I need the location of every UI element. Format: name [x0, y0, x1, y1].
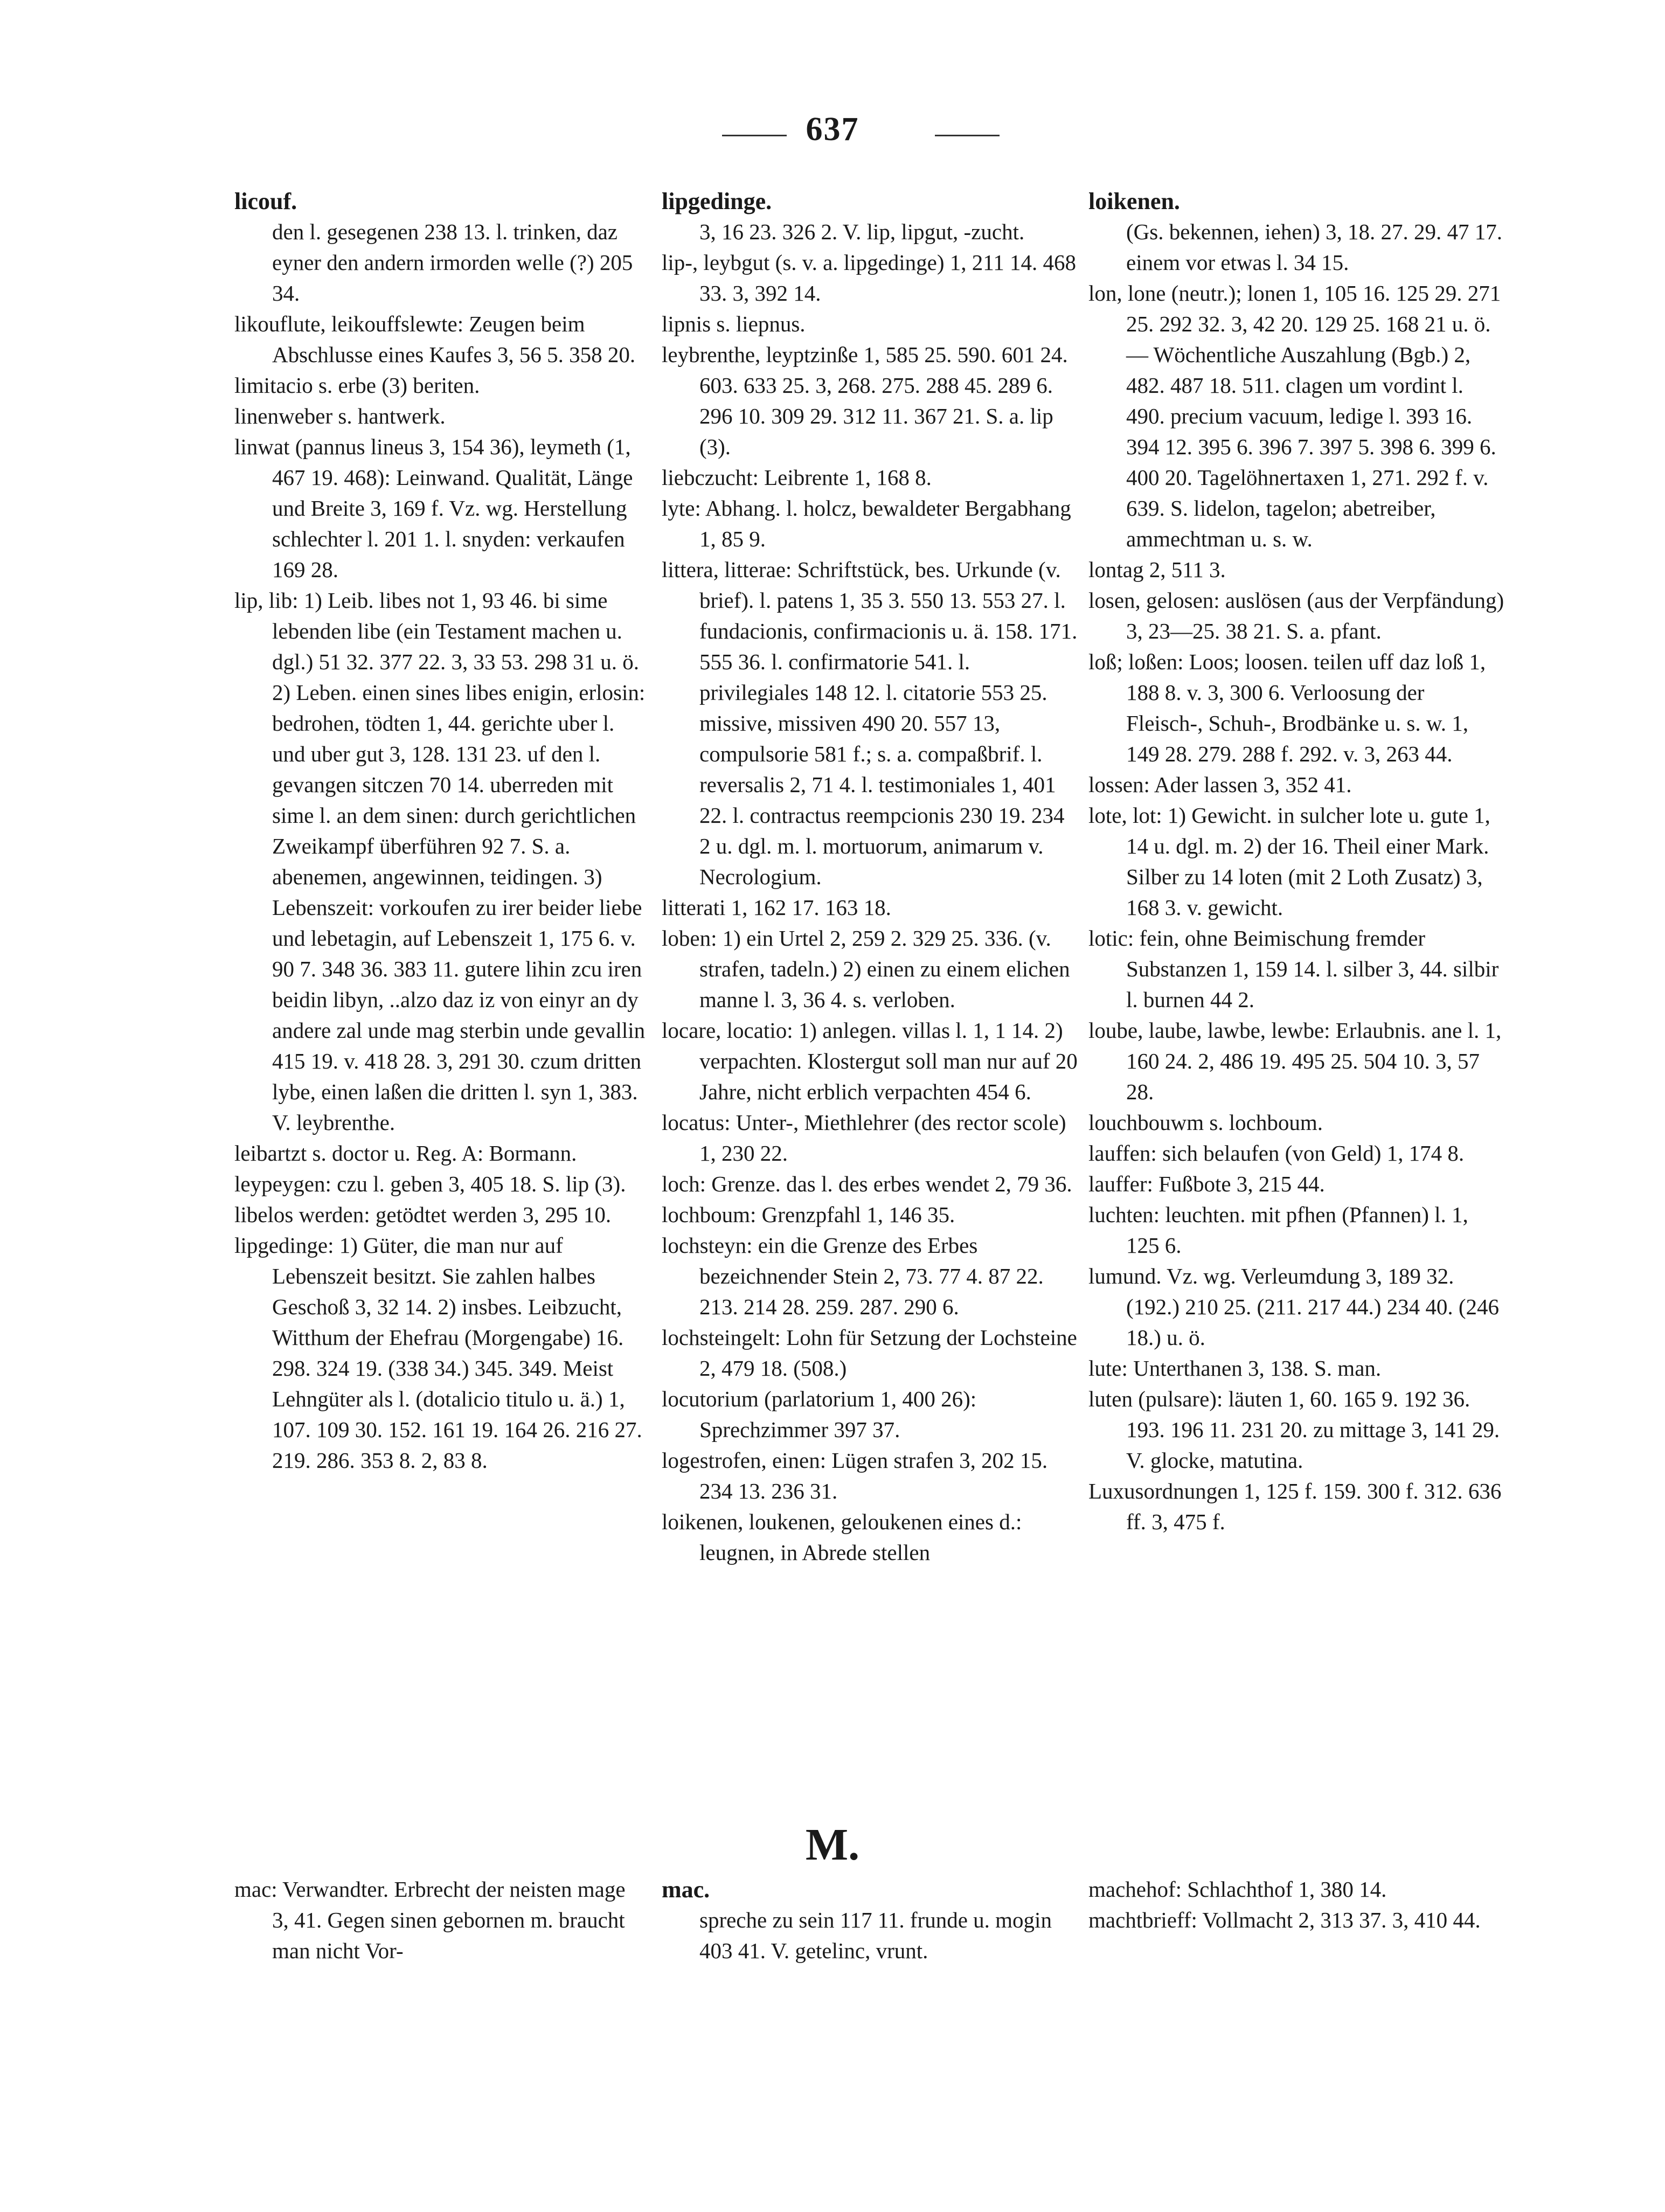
entry: lip-, leybgut (s. v. a. lipgedinge) 1, 211 14. 468 33. 3, 392 14. — [662, 250, 1077, 306]
header-rule-left — [722, 135, 787, 136]
entry: libelos werden: getödtet werden 3, 295 10. — [234, 1202, 612, 1227]
entry: liebczucht: Leibrente 1, 168 8. — [662, 465, 932, 490]
section-letter: M. — [805, 1820, 860, 1870]
entry: loikenen, loukenen, geloukenen eines d.: leugnen, in Abrede stellen — [662, 1509, 1022, 1565]
entry: Luxusordnungen 1, 125 f. 159. 300 f. 312. 636 ff. 3, 475 f. — [1088, 1479, 1502, 1534]
entry: locutorium (parlatorium 1, 400 26): Sprechzimmer 397 37. — [662, 1386, 977, 1442]
entry: lauffen: sich belaufen (von Geld) 1, 174 8. — [1088, 1141, 1465, 1166]
column-2-header: lipgedinge. — [662, 188, 772, 214]
entry: limitacio s. erbe (3) beriten. — [234, 373, 480, 398]
entry: mac: Verwandter. Erbrecht der neisten mage 3, 41. Gegen sinen gebornen m. braucht man nicht Vor- — [234, 1877, 626, 1963]
page-number: 637 — [806, 111, 859, 148]
page-header — [0, 110, 1665, 154]
entry: lipgedinge: 1) Güter, die man nur auf Lebenszeit besitzt. Sie zahlen halbes Geschoß 3, 32 14. 2) insbes. Leibzucht, Witthum der Ehefrau (Morgengabe) 16. 298. 324 19. (338 34.) 345. 349. Meist Lehngüter als l. (dotalicio titulo u. ä.) 1, 107. 109 30. 152. 161 19. 164 26. 216 27. 219. 286. 353 8. 2, 83 8. — [234, 1233, 642, 1473]
entry: leybrenthe, leyptzinße 1, 585 25. 590. 601 24. 603. 633 25. 3, 268. 275. 288 45. 289 6. 296 10. 309 29. 312 11. 367 21. S. a. lip (3). — [662, 342, 1068, 459]
entry: spreche zu sein 117 11. frunde u. mogin 403 41. V. getelinc, vrunt. — [699, 1908, 1052, 1963]
header-rule-right — [935, 135, 1000, 136]
entry: linenweber s. hantwerk. — [234, 404, 446, 428]
entry: leypeygen: czu l. geben 3, 405 18. S. lip (3). — [234, 1171, 626, 1196]
entry: losen, gelosen: auslösen (aus der Verpfändung) 3, 23—25. 38 21. S. a. pfant. — [1088, 588, 1504, 643]
entry: lontag 2, 511 3. — [1088, 557, 1226, 582]
entry: logestrofen, einen: Lügen strafen 3, 202 15. 234 13. 236 31. — [662, 1448, 1048, 1503]
entry: loben: 1) ein Urtel 2, 259 2. 329 25. 336. (v. strafen, tadeln.) 2) einen zu einem elichen manne l. 3, 36 4. s. verloben. — [662, 926, 1070, 1012]
entry: den l. gesegenen 238 13. l. trinken, daz eyner den andern irmorden welle (?) 205 34. — [272, 219, 633, 306]
entry: litterati 1, 162 17. 163 18. — [662, 895, 891, 920]
entry: (Gs. bekennen, iehen) 3, 18. 27. 29. 47 17. einem vor etwas l. 34 15. — [1126, 219, 1503, 275]
column-1-header: licouf. — [234, 188, 297, 214]
entry: lip, lib: 1) Leib. libes not 1, 93 46. bi sime lebenden libe (ein Testament machen u. dgl.) 51 32. 377 22. 3, 33 53. 298 31 u. ö. 2) Leben. einen sines libes enigin, erlosin: bedrohen, tödten 1, 44. gerichte uber l. und uber gut 3, 128. 131 23. uf den l. gevangen sitczen 70 14. uberreden mit sime l. an dem sinen: durch gerichtlichen Zweikampf überführen 92 7. S. a. abenemen, angewinnen, teidingen. 3) Lebenszeit: vorkoufen zu irer beider liebe und lebetagin, auf Lebenszeit 1, 175 6. v. 90 7. 348 36. 383 11. gutere lihin zcu iren beidin libyn, ..alzo daz iz von einyr an dy andere zal unde mag sterbin unde gevallin 415 19. v. 418 28. 3, 291 30. czum dritten lybe, einen laßen die dritten l. syn 1, 383. V. leybrenthe. — [234, 588, 646, 1135]
column-1-m — [234, 1874, 647, 1966]
entry: lyte: Abhang. l. holcz, bewaldeter Bergabhang 1, 85 9. — [662, 496, 1071, 551]
entry: locatus: Unter-, Miethlehrer (des rector scole) 1, 230 22. — [662, 1110, 1066, 1166]
entry: lauffer: Fußbote 3, 215 44. — [1088, 1171, 1325, 1196]
column-1 — [234, 186, 647, 1476]
entry: lute: Unterthanen 3, 138. S. man. — [1088, 1356, 1382, 1381]
entry: lotic: fein, ohne Beimischung fremder Substanzen 1, 159 14. l. silber 3, 44. silbir l. burnen 44 2. — [1088, 926, 1499, 1012]
entry: leibartzt s. doctor u. Reg. A: Bormann. — [234, 1141, 577, 1166]
entry: luchten: leuchten. mit pfhen (Pfannen) l. 1, 125 6. — [1088, 1202, 1468, 1258]
entry: loube, laube, lawbe, lewbe: Erlaubnis. ane l. 1, 160 24. 2, 486 19. 495 25. 504 10. 3, 57 28. — [1088, 1018, 1502, 1104]
entry: 3, 16 23. 326 2. V. lip, lipgut, -zucht. — [699, 219, 1025, 244]
column-2-m — [662, 1874, 1081, 1966]
column-3-m — [1088, 1874, 1506, 1936]
entry: likouflute, leikouffslewte: Zeugen beim Abschlusse eines Kaufes 3, 56 5. 358 20. — [234, 311, 636, 367]
entry: lumund. Vz. wg. Verleumdung 3, 189 32. (192.) 210 25. (211. 217 44.) 234 40. (246 18.) u. ö. — [1088, 1264, 1499, 1350]
entry: lote, lot: 1) Gewicht. in sulcher lote u. gute 1, 14 u. dgl. m. 2) der 16. Theil einer Mark. Silber zu 14 loten (mit 2 Loth Zusatz) 3, 168 3. v. gewicht. — [1088, 803, 1490, 920]
entry: locare, locatio: 1) anlegen. villas l. 1, 1 14. 2) verpachten. Klostergut soll man nur auf 20 Jahre, nicht erblich verpachten 454 6. — [662, 1018, 1078, 1104]
entry: lochsteyn: ein die Grenze des Erbes bezeichnender Stein 2, 73. 77 4. 87 22. 213. 214 28. 259. 287. 290 6. — [662, 1233, 1044, 1319]
column-3 — [1088, 186, 1506, 1537]
column-3-header: loikenen. — [1088, 188, 1180, 214]
entry: luten (pulsare): läuten 1, 60. 165 9. 192 36. 193. 196 11. 231 20. zu mittage 3, 141 29. V. glocke, matutina. — [1088, 1386, 1500, 1473]
entry: loß; loßen: Loos; loosen. teilen uff daz loß 1, 188 8. v. 3, 300 6. Verloosung der Fleisch-, Schuh-, Brodbänke u. s. w. 1, 149 28. 279. 288 f. 292. v. 3, 263 44. — [1088, 649, 1486, 766]
entry: machehof: Schlachthof 1, 380 14. — [1088, 1877, 1387, 1902]
column-2 — [662, 186, 1081, 1568]
entry: loch: Grenze. das l. des erbes wendet 2, 79 36. — [662, 1171, 1072, 1196]
entry: lochsteingelt: Lohn für Setzung der Lochsteine 2, 479 18. (508.) — [662, 1325, 1077, 1381]
entry: littera, litterae: Schriftstück, bes. Urkunde (v. brief). l. patens 1, 35 3. 550 13. 553 27. l. fundacionis, confirmacionis u. ä. 158. 171. 555 36. l. confirmatorie 541. l. privilegiales 148 12. l. citatorie 553 25. missive, missiven 490 20. 557 13, compulsorie 581 f.; s. a. compaßbrif. l. reversalis 2, 71 4. l. testimoniales 1, 401 22. l. contractus reempcionis 230 19. 234 2 u. dgl. m. l. mortuorum, animarum v. Necrologium. — [662, 557, 1078, 889]
entry: lipnis s. liepnus. — [662, 311, 806, 336]
column-2-m-header: mac. — [662, 1876, 710, 1903]
entry: lochboum: Grenzpfahl 1, 146 35. — [662, 1202, 955, 1227]
entry: louchbouwm s. lochboum. — [1088, 1110, 1323, 1135]
entry: linwat (pannus lineus 3, 154 36), leymeth (1, 467 19. 468): Leinwand. Qualität, Länge und Breite 3, 169 f. Vz. wg. Herstellung schlechter l. 201 1. l. snyden: verkaufen 169 28. — [234, 434, 633, 582]
entry: lon, lone (neutr.); lonen 1, 105 16. 125 29. 271 25. 292 32. 3, 42 20. 129 25. 168 21 u. ö. — Wöchentliche Auszahlung (Bgb.) 2, 482. 487 18. 511. clagen um vordint l. 490. precium vacuum, ledige l. 393 16. 394 12. 395 6. 396 7. 397 5. 398 6. 399 6. 400 20. Tagelöhnertaxen 1, 271. 292 f. v. 639. S. lidelon, tagelon; abetreiber, ammechtman u. s. w. — [1088, 281, 1501, 551]
entry: lossen: Ader lassen 3, 352 41. — [1088, 772, 1352, 797]
entry: machtbrieff: Vollmacht 2, 313 37. 3, 410 44. — [1088, 1908, 1481, 1932]
